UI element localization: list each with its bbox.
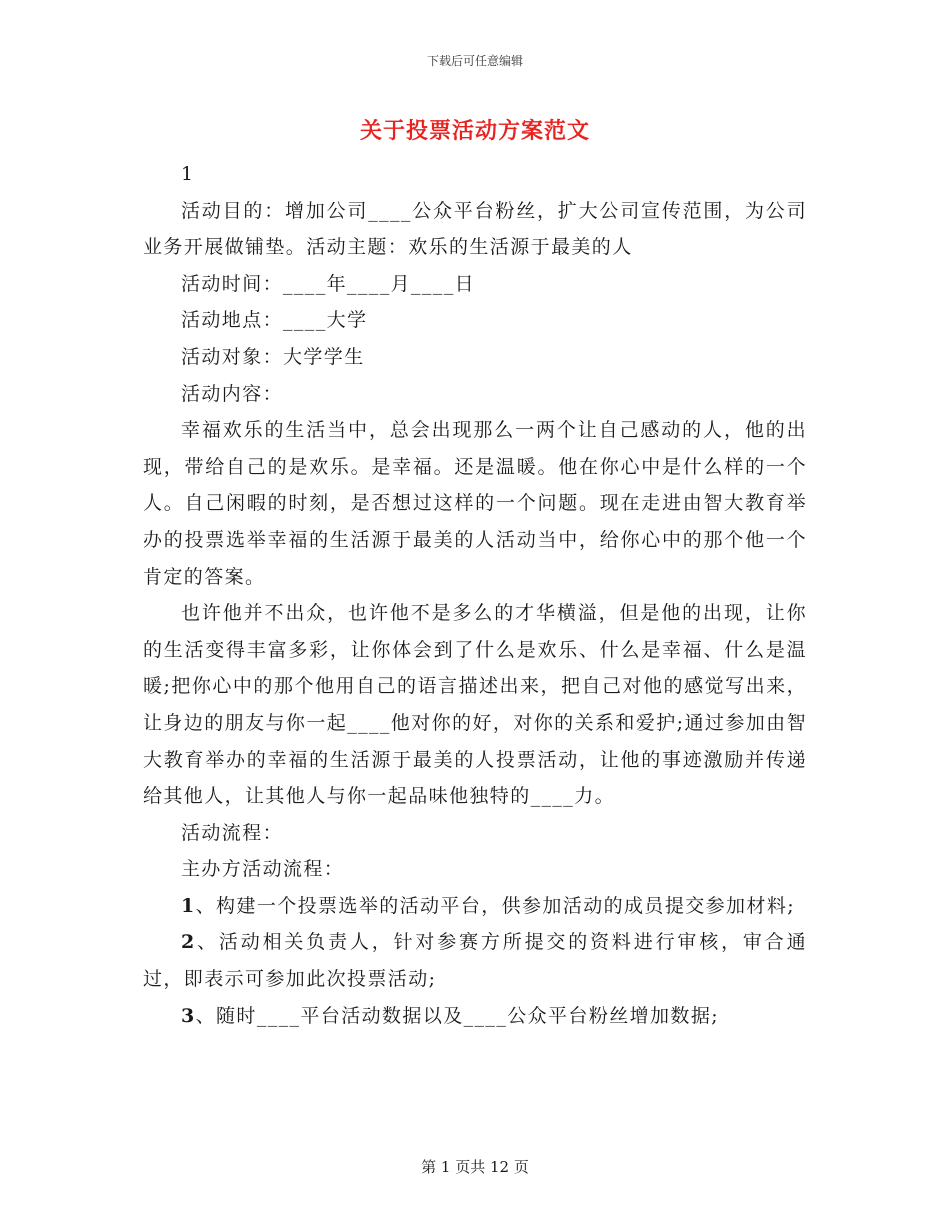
header-note: 下载后可任意编辑 xyxy=(426,54,523,68)
paragraph-organizer-process: 主办方活动流程： xyxy=(181,858,345,881)
paragraph-process-label: 活动流程： xyxy=(181,821,284,844)
paragraph-location: 活动地点：____大学 xyxy=(181,309,368,332)
step-number: 3 xyxy=(181,1004,196,1027)
step-item xyxy=(143,998,807,1035)
paragraph-time: 活动时间：____年____月____日 xyxy=(181,272,476,295)
step-text: 、构建一个投票选举的活动平台，供参加活动的成员提交参加材料; xyxy=(195,894,796,917)
step-text: 、随时____平台活动数据以及____公众平台粉丝增加数据; xyxy=(195,1004,720,1027)
step-item xyxy=(143,888,807,925)
step-item xyxy=(143,924,807,997)
section-number: 1 xyxy=(181,163,195,185)
paragraph-purpose: 活动目的：增加公司____公众平台粉丝，扩大公司宣传范围，为公司业务开展做铺垫。活动主题：欢乐的生活源于最美的人 xyxy=(143,199,807,259)
paragraph-content-1: 幸福欢乐的生活当中，总会出现那么一两个让自己感动的人，他的出现，带给自己的是欢乐。是幸福。还是温暖。他在你心中是什么样的一个人。自己闲暇的时刻，是否想过这样的一个问题。现在走进由智大教育举办的投票选举幸福的生活源于最美的人活动当中，给你心中的那个他一个肯定的答案。 xyxy=(143,419,807,588)
paragraph-content-label: 活动内容： xyxy=(181,382,284,405)
document-body xyxy=(143,156,807,1034)
document-title: 关于投票活动方案范文 xyxy=(359,118,590,144)
page-footer: 第 1 页共 12 页 xyxy=(421,1158,529,1176)
step-text: 、活动相关负责人，针对参赛方所提交的资料进行审核，审合通过，即表示可参加此次投票活动; xyxy=(143,931,807,991)
paragraph-audience: 活动对象：大学学生 xyxy=(181,345,365,368)
step-number: 2 xyxy=(181,931,196,954)
step-number: 1 xyxy=(181,894,196,917)
paragraph-content-2: 也许他并不出众，也许他不是多么的才华横溢，但是他的出现，让你的生活变得丰富多彩，让你体会到了什么是欢乐、什么是幸福、什么是温暖;把你心中的那个他用自己的语言描述出来，把自己对他的感觉写出来，让身边的朋友与你一起____他对你的好，对你的关系和爱护;通过参加由智大教育举办的幸福的生活源于最美的人投票活动，让他的事迹激励并传递给其他人，让其他人与你一起品味他独特的____力。 xyxy=(143,602,807,808)
